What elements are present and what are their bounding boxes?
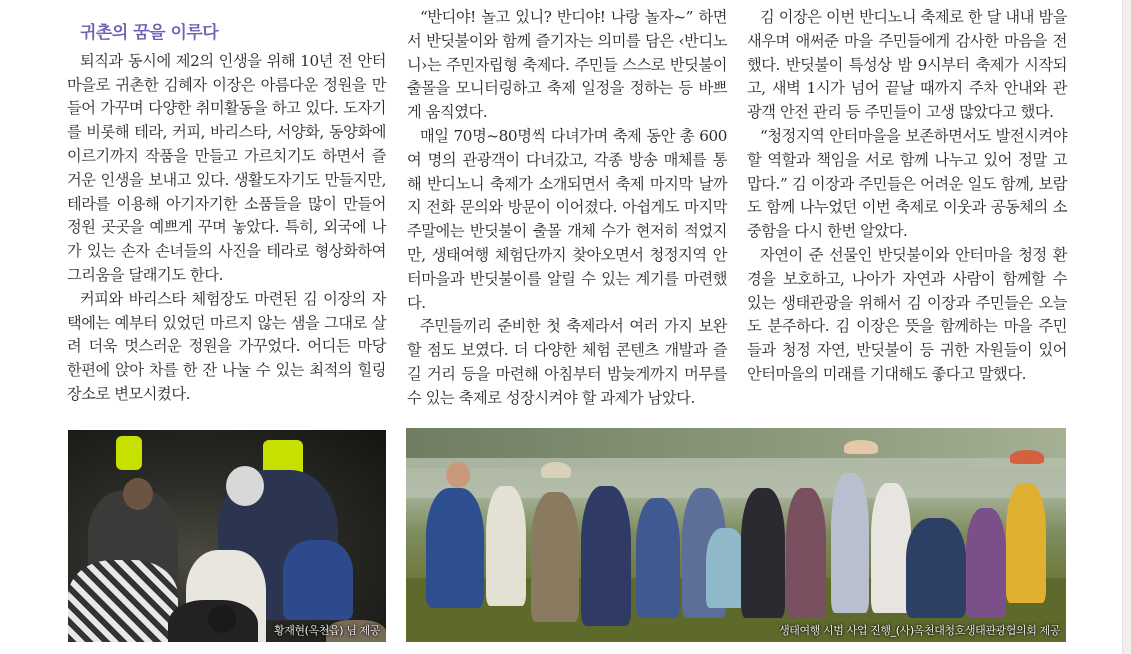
photo-credit: 생태여행 시범 사업 진행_(사)옥천대청호생태관광협의회 제공 (779, 624, 1060, 637)
person (531, 492, 579, 622)
person (636, 498, 680, 618)
paragraph: 퇴직과 동시에 제2의 인생을 위해 10년 전 안터마을로 귀촌한 김혜자 이장은 아름다운 정원을 만들어 가꾸며 다양한 취미활동을 하고 있다. 도자기를 비롯해 테라, 커피, 바리스타, 서양화, 동양화에 이르기까지 작품을 만들고 가르치기도 하면서 즐거운 인생을 보내고 있다. 생활도자기도 만들지만, 테라를 이용해 아기자기한 소품들을 많이 만들어 정원 곳곳을 예쁘게 꾸며 놓았다. 특히, 외국에 나가 있는 손자 손녀들의 사진을 테라로 형상화하여 그리움을 달래기도 한다. (67, 51, 386, 284)
paragraph: 주민들끼리 준비한 첫 축제라서 여러 가지 보완할 점도 보였다. 더 다양한 체험 콘텐츠 개발과 즐길 거리 등을 마련해 아침부터 밤늦게까지 머무를 수 있는 축제로 성장시켜야 할 과제가 남았다. (407, 317, 727, 407)
hat (1010, 450, 1044, 464)
section-subheading: 귀촌의 꿈을 이루다 (80, 23, 219, 43)
article-column-3 (747, 6, 1067, 387)
person (871, 483, 911, 613)
cap (226, 466, 264, 506)
paragraph: 자연이 준 선물인 반딧불이와 안터마을 청정 환경을 보호하고, 나아가 자연과 사람이 함께할 수 있는 생태관광을 위해서 김 이장과 주민들은 오늘도 분주하다. 김 이장은 뜻을 함께하는 마을 주민들과 청정 자연, 반딧불이 등 귀한 자원들이 있어 안터마을의 미래를 기대해도 좋다고 말했다. (747, 245, 1067, 383)
paragraph: “청정지역 안터마을을 보존하면서도 발전시켜야 할 역할과 책임을 서로 함께 나누고 있어 정말 고맙다.” 김 이장과 주민들은 어려운 일도 함께, 보람도 함께 나누었던 이번 축제로 이웃과 공동체의 소중함을 다시 한번 알았다. (747, 126, 1067, 241)
page-edge (1122, 0, 1131, 654)
person (741, 488, 785, 618)
person (426, 488, 484, 608)
person (581, 486, 631, 626)
safety-vest (116, 436, 142, 470)
plaid-shirt-child (68, 560, 178, 642)
paragraph: 김 이장은 이번 반디노니 축제로 한 달 내내 밤을 새우며 애써준 마을 주민들에게 감사한 마음을 전했다. 반딧불이 특성상 밤 9시부터 축제가 시작되고, 새벽 1시가 넘어 끝날 때까지 주차 안내와 관광객 안전 관리 등 주민들이 고생 많았다고 했다. (747, 8, 1067, 122)
paragraph: 커피와 바리스타 체험장도 마련된 김 이장의 자택에는 예부터 있었던 마르지 않는 샘을 그대로 살려 더욱 멋스러운 정원을 가꾸었다. 어디든 마당 한편에 앉아 차를 한 잔 나눌 수 있는 최적의 힐링 장소로 변모시켰다. (67, 289, 386, 403)
person (486, 486, 526, 606)
child-figure (283, 540, 353, 620)
hat (541, 462, 571, 478)
cut-off-text-line (67, 0, 386, 6)
paragraph: “반디야! 놀고 있니? 반디야! 나랑 놀자~” 하면서 반딧불이와 함께 즐기자는 의미를 담은 ‹반디노니›는 주민자립형 축제다. 주민들 스스로 반딧불이 출몰을 모니터링하고 축제 일정을 정하는 등 바쁘게 움직였다. (407, 8, 727, 122)
night-observation-photo (68, 430, 386, 642)
article-column-1 (67, 0, 386, 407)
photo-credit: 황재현(옥천읍) 님 제공 (273, 624, 380, 637)
article-column-2 (407, 6, 727, 411)
child (706, 528, 746, 608)
head (208, 605, 236, 633)
person (906, 518, 966, 618)
person (1006, 483, 1046, 603)
paragraph: 매일 70명~80명씩 다녀가며 축제 동안 총 600여 명의 관광객이 다녀갔고, 각종 방송 매체를 통해 반디노니 축제가 소개되면서 축제 마지막 날까지 전화 문의와 방문이 이어졌다. 아쉽게도 마지막 주말에는 반딧불이 출몰 개체 수가 현저히 적었지만, 생태여행 체험단까지 찾아오면서 청정지역 안터마을과 반딧불이를 알릴 수 있는 계기를 마련했다. (407, 126, 727, 312)
head (446, 462, 470, 488)
person (966, 508, 1006, 618)
head (123, 478, 153, 510)
group-photo (406, 428, 1066, 642)
person (831, 473, 869, 613)
hat (844, 440, 878, 454)
person (786, 488, 826, 618)
